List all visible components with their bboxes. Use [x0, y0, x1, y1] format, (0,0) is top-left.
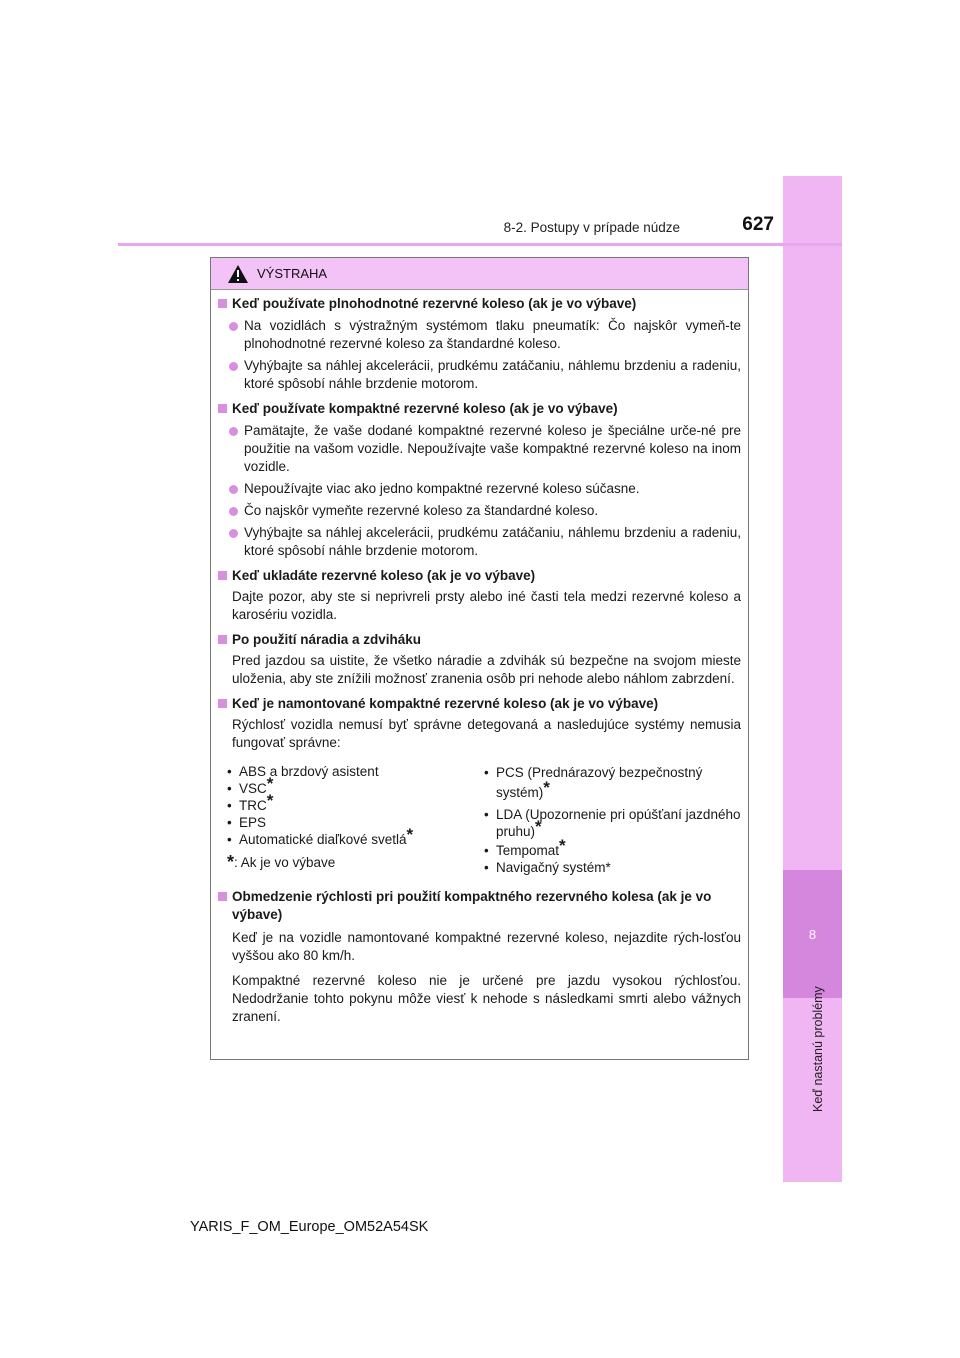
- bullet-text: Vyhýbajte sa náhlej akcelerácii, prudkému zatáčaniu, náhlemu brzdeniu a radeniu, ktoré spôsobí náhle brzdenie motorom.: [244, 358, 741, 391]
- bullet-char: •: [484, 843, 489, 858]
- bullet-char: •: [227, 764, 232, 779]
- page-number: 627: [742, 214, 774, 235]
- list-item: [227, 824, 484, 848]
- warning-box: [210, 257, 749, 1060]
- heading-text: Keď používate plnohodnotné rezervné koleso (ak je vo výbave): [232, 296, 637, 311]
- asterisk-mark: *: [406, 824, 414, 844]
- item-text: TRC: [239, 798, 267, 813]
- bullet-char: •: [484, 807, 489, 822]
- bullet-char: •: [227, 815, 232, 830]
- bullet-item: [217, 502, 741, 520]
- asterisk-mark: *: [227, 852, 235, 872]
- square-bullet-icon: [218, 299, 227, 308]
- round-bullet-icon: [229, 507, 238, 516]
- round-bullet-icon: [229, 427, 238, 436]
- bullet-item: [217, 317, 741, 353]
- chapter-number-tab: 8: [783, 870, 842, 998]
- bullet-item: [217, 524, 741, 560]
- bullet-text: Nepoužívajte viac ako jedno kompaktné rezervné koleso súčasne.: [244, 481, 640, 496]
- bullet-char: •: [484, 765, 489, 780]
- round-bullet-icon: [229, 529, 238, 538]
- warning-body: [211, 290, 748, 1026]
- paragraph: Pred jazdou sa uistite, že všetko náradie a zdvihák sú bezpečne na svojom mieste uloženia, aby ste znížili možnosť zranenia osôb pri nehode alebo náhlom zabrzdení.: [232, 653, 741, 686]
- bullet-text: Na vozidlách s výstražným systémom tlaku pneumatík: Čo najskôr vymeň-te plnohodnotné rezervné koleso za štandardné koleso.: [244, 318, 741, 351]
- asterisk-mark: *: [559, 835, 566, 855]
- list-item: [484, 835, 741, 859]
- asterisk-mark: *: [543, 777, 550, 797]
- header-rule: [118, 243, 842, 246]
- item-text: LDA (Upozornenie pri opúšťaní jazdného pruhu): [496, 807, 741, 839]
- square-bullet-icon: [218, 892, 227, 901]
- item-text: VSC: [239, 781, 267, 796]
- warning-triangle-icon: [227, 264, 249, 284]
- bullet-text: Vyhýbajte sa náhlej akcelerácii, prudkému zatáčaniu, náhlemu brzdeniu a radeniu, ktoré spôsobí náhle brzdenie motorom.: [244, 525, 741, 558]
- warning-header: [211, 258, 748, 290]
- paragraph: Dajte pozor, aby ste si neprivreli prsty alebo iné časti tela medzi rezervné koleso a karosériu vozidla.: [232, 589, 741, 622]
- item-text: Automatické diaľkové svetlá: [239, 832, 407, 847]
- heading-text: Keď používate kompaktné rezervné koleso (ak je vo výbave): [232, 401, 618, 416]
- bullet-item: [217, 480, 741, 498]
- chapter-label: Keď nastanú problémy: [811, 986, 825, 1112]
- bullet-char: •: [227, 798, 232, 813]
- bullet-char: •: [227, 781, 232, 796]
- list-item: [484, 859, 741, 876]
- asterisk-mark: *: [266, 790, 274, 810]
- round-bullet-icon: [229, 485, 238, 494]
- asterisk-mark: *: [266, 773, 274, 793]
- warning-title: VÝSTRAHA: [257, 266, 328, 281]
- list-item: [227, 790, 484, 814]
- bullet-item: [217, 422, 741, 476]
- section-heading: [217, 295, 741, 313]
- item-text: PCS (Prednárazový bezpečnostný systém): [496, 765, 703, 800]
- square-bullet-icon: [218, 635, 227, 644]
- item-text: EPS: [239, 815, 267, 830]
- round-bullet-icon: [229, 362, 238, 371]
- bullet-text: Pamätajte, že vaše dodané kompaktné rezervné koleso je špeciálne urče-né pre použitie na vašom vozidle. Nepoužívajte vaše kompaktné rezervné koleso na inom vozidle.: [244, 423, 741, 474]
- bullet-char: •: [484, 860, 489, 875]
- document-id: YARIS_F_OM_Europe_OM52A54SK: [190, 1219, 429, 1235]
- list-item: [227, 814, 484, 831]
- paragraph: Keď je na vozidle namontované kompaktné rezervné koleso, nejazdite rých-losťou vyššou ako 80 km/h.: [232, 930, 741, 963]
- item-text: Tempomat: [496, 843, 560, 858]
- section-heading: [217, 888, 741, 924]
- square-bullet-icon: [218, 699, 227, 708]
- round-bullet-icon: [229, 322, 238, 331]
- heading-text: Keď ukladáte rezervné koleso (ak je vo výbave): [232, 568, 536, 583]
- systems-list: [217, 763, 741, 876]
- paragraph: Kompaktné rezervné koleso nie je určené pre jazdu vysokou rýchlosťou. Nedodržanie tohto pokynu môže viesť k nehode s následkami smrti alebo vážnych zranení.: [232, 973, 741, 1024]
- asterisk-mark: *: [535, 816, 542, 836]
- square-bullet-icon: [218, 571, 227, 580]
- systems-list-left: [227, 763, 484, 876]
- heading-text: Keď je namontované kompaktné rezervné koleso (ak je vo výbave): [232, 696, 659, 711]
- section-heading: [217, 695, 741, 713]
- list-item: [227, 773, 484, 797]
- paragraph: Rýchlosť vozidla nemusí byť správne detegovaná a nasledujúce systémy nemusia fungovať správne:: [232, 717, 741, 750]
- bullet-char: •: [227, 832, 232, 847]
- bullet-item: [217, 357, 741, 393]
- footnote: [227, 854, 484, 871]
- list-item: [227, 763, 484, 780]
- systems-list-right: [484, 763, 741, 876]
- footnote-text: : Ak je vo výbave: [234, 855, 336, 870]
- section-title: 8-2. Postupy v prípade núdze: [503, 220, 680, 235]
- item-text: ABS a brzdový asistent: [239, 764, 379, 779]
- bullet-text: Čo najskôr vymeňte rezervné koleso za štandardné koleso.: [244, 503, 599, 518]
- item-text: Navigačný systém*: [496, 860, 611, 875]
- list-item: [484, 763, 741, 803]
- section-heading: [217, 567, 741, 585]
- heading-text: Obmedzenie rýchlosti pri použití kompaktného rezervného kolesa (ak je vo výbave): [232, 889, 712, 922]
- list-item: [484, 806, 741, 840]
- square-bullet-icon: [218, 404, 227, 413]
- section-heading: [217, 400, 741, 418]
- section-heading: [217, 631, 741, 649]
- heading-text: Po použití náradia a zdviháku: [232, 632, 422, 647]
